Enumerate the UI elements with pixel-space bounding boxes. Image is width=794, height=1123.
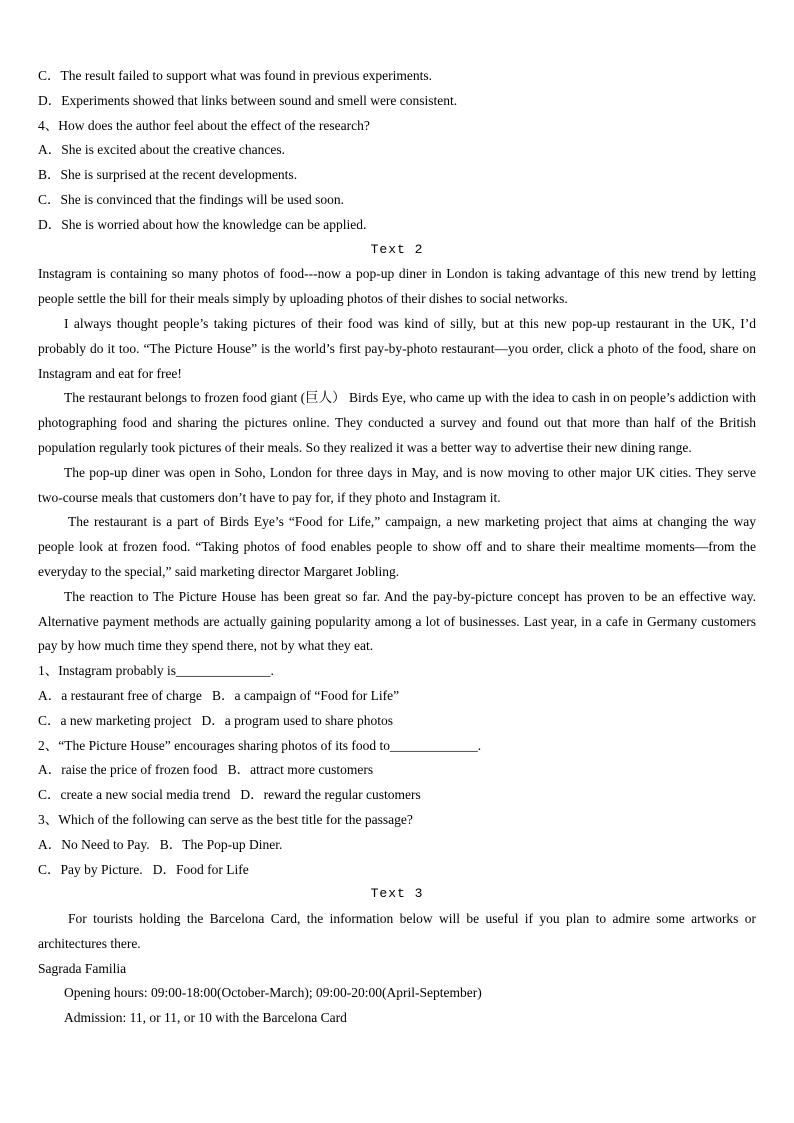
option-line: C．create a new social media trend D．reward the regular customers — [38, 787, 421, 803]
question-line: 2、“The Picture House” encourages sharing photos of its food to_____________. — [38, 737, 482, 753]
option-line: C．The result failed to support what was found in previous experiments. — [38, 68, 433, 83]
option-line: D．She is worried about how the knowledge can be applied. — [38, 216, 367, 232]
paragraph: The pop-up diner was open in Soho, London for three days in May, and is now moving to other major UK cities. They serve two-course meals that customers don’t have to pay for, if they photo and Instagram it. — [38, 464, 756, 505]
paragraph: Instagram is containing so many photos of food---now a pop-up diner in London is taking advantage of this new trend by letting people settle the bill for their meals simply by uploading photos of their dishes to social networks. — [38, 266, 756, 307]
section-heading: Text 2 — [370, 241, 424, 257]
paragraph: The restaurant is a part of Birds Eye’s “Food for Life,” campaign, a new marketing project that aims at changing the way people look at frozen food. “Taking photos of food enables people to show off and to share their mealtime moments—from the everyday to the special,” said marketing director Margaret Jobling. — [38, 514, 756, 579]
question-line: 1、Instagram probably is______________. — [38, 663, 274, 679]
paragraph: I always thought people’s taking pictures of their food was kind of silly, but at this new pop-up restaurant in the UK, I’d probably do it too. “The Picture House” is the world’s first pay-by-photo restaurant—you order, click a photo of the food, share on Instagram and eat for free! — [38, 315, 756, 381]
paragraph: For tourists holding the Barcelona Card, the information below will be useful if you plan to admire some artworks or architectures there. — [38, 911, 756, 951]
option-line: D．Experiments showed that links between sound and smell were consistent. — [38, 92, 458, 108]
question-line: 3、Which of the following can serve as the best title for the passage? — [38, 811, 413, 827]
question-line: 4、How does the author feel about the effect of the research? — [38, 117, 370, 133]
text-line: Sagrada Familia — [38, 960, 127, 976]
option-line: C．Pay by Picture. D．Food for Life — [38, 861, 249, 877]
text-line: Admission: 11, or 11, or 10 with the Barcelona Card — [64, 1010, 347, 1026]
option-line: A．a restaurant free of charge B．a campaign of “Food for Life” — [38, 687, 400, 703]
option-line: A．raise the price of frozen food B．attract more customers — [38, 762, 374, 778]
option-line: A．No Need to Pay. B．The Pop-up Diner. — [38, 836, 283, 852]
option-line: A．She is excited about the creative chances. — [38, 142, 286, 158]
option-line: C．a new marketing project D．a program used to share photos — [38, 712, 394, 728]
option-line: B．She is surprised at the recent developments. — [38, 167, 298, 183]
paragraph: The reaction to The Picture House has been great so far. And the pay-by-picture concept has proven to be an effective way. Alternative payment methods are actually gaining popularity among a lot of businesses. Last year, in a cafe in Germany customers pay by how much time they spend there, not by what they eat. — [38, 588, 756, 654]
option-line: C．She is convinced that the findings will be used soon. — [38, 191, 344, 207]
text-line: Opening hours: 09:00-18:00(October-March); 09:00-20:00(April-September) — [64, 985, 482, 1001]
section-heading: Text 3 — [370, 886, 424, 902]
paragraph: The restaurant belongs to frozen food giant (巨人） Birds Eye, who came up with the idea to cash in on people’s addiction with photographing food and sharing the pictures online. They conducted a survey and found out that more than half of the British population regularly took pictures of their meals. So they realized it was a better way to advertise their new dining range. — [38, 390, 756, 455]
